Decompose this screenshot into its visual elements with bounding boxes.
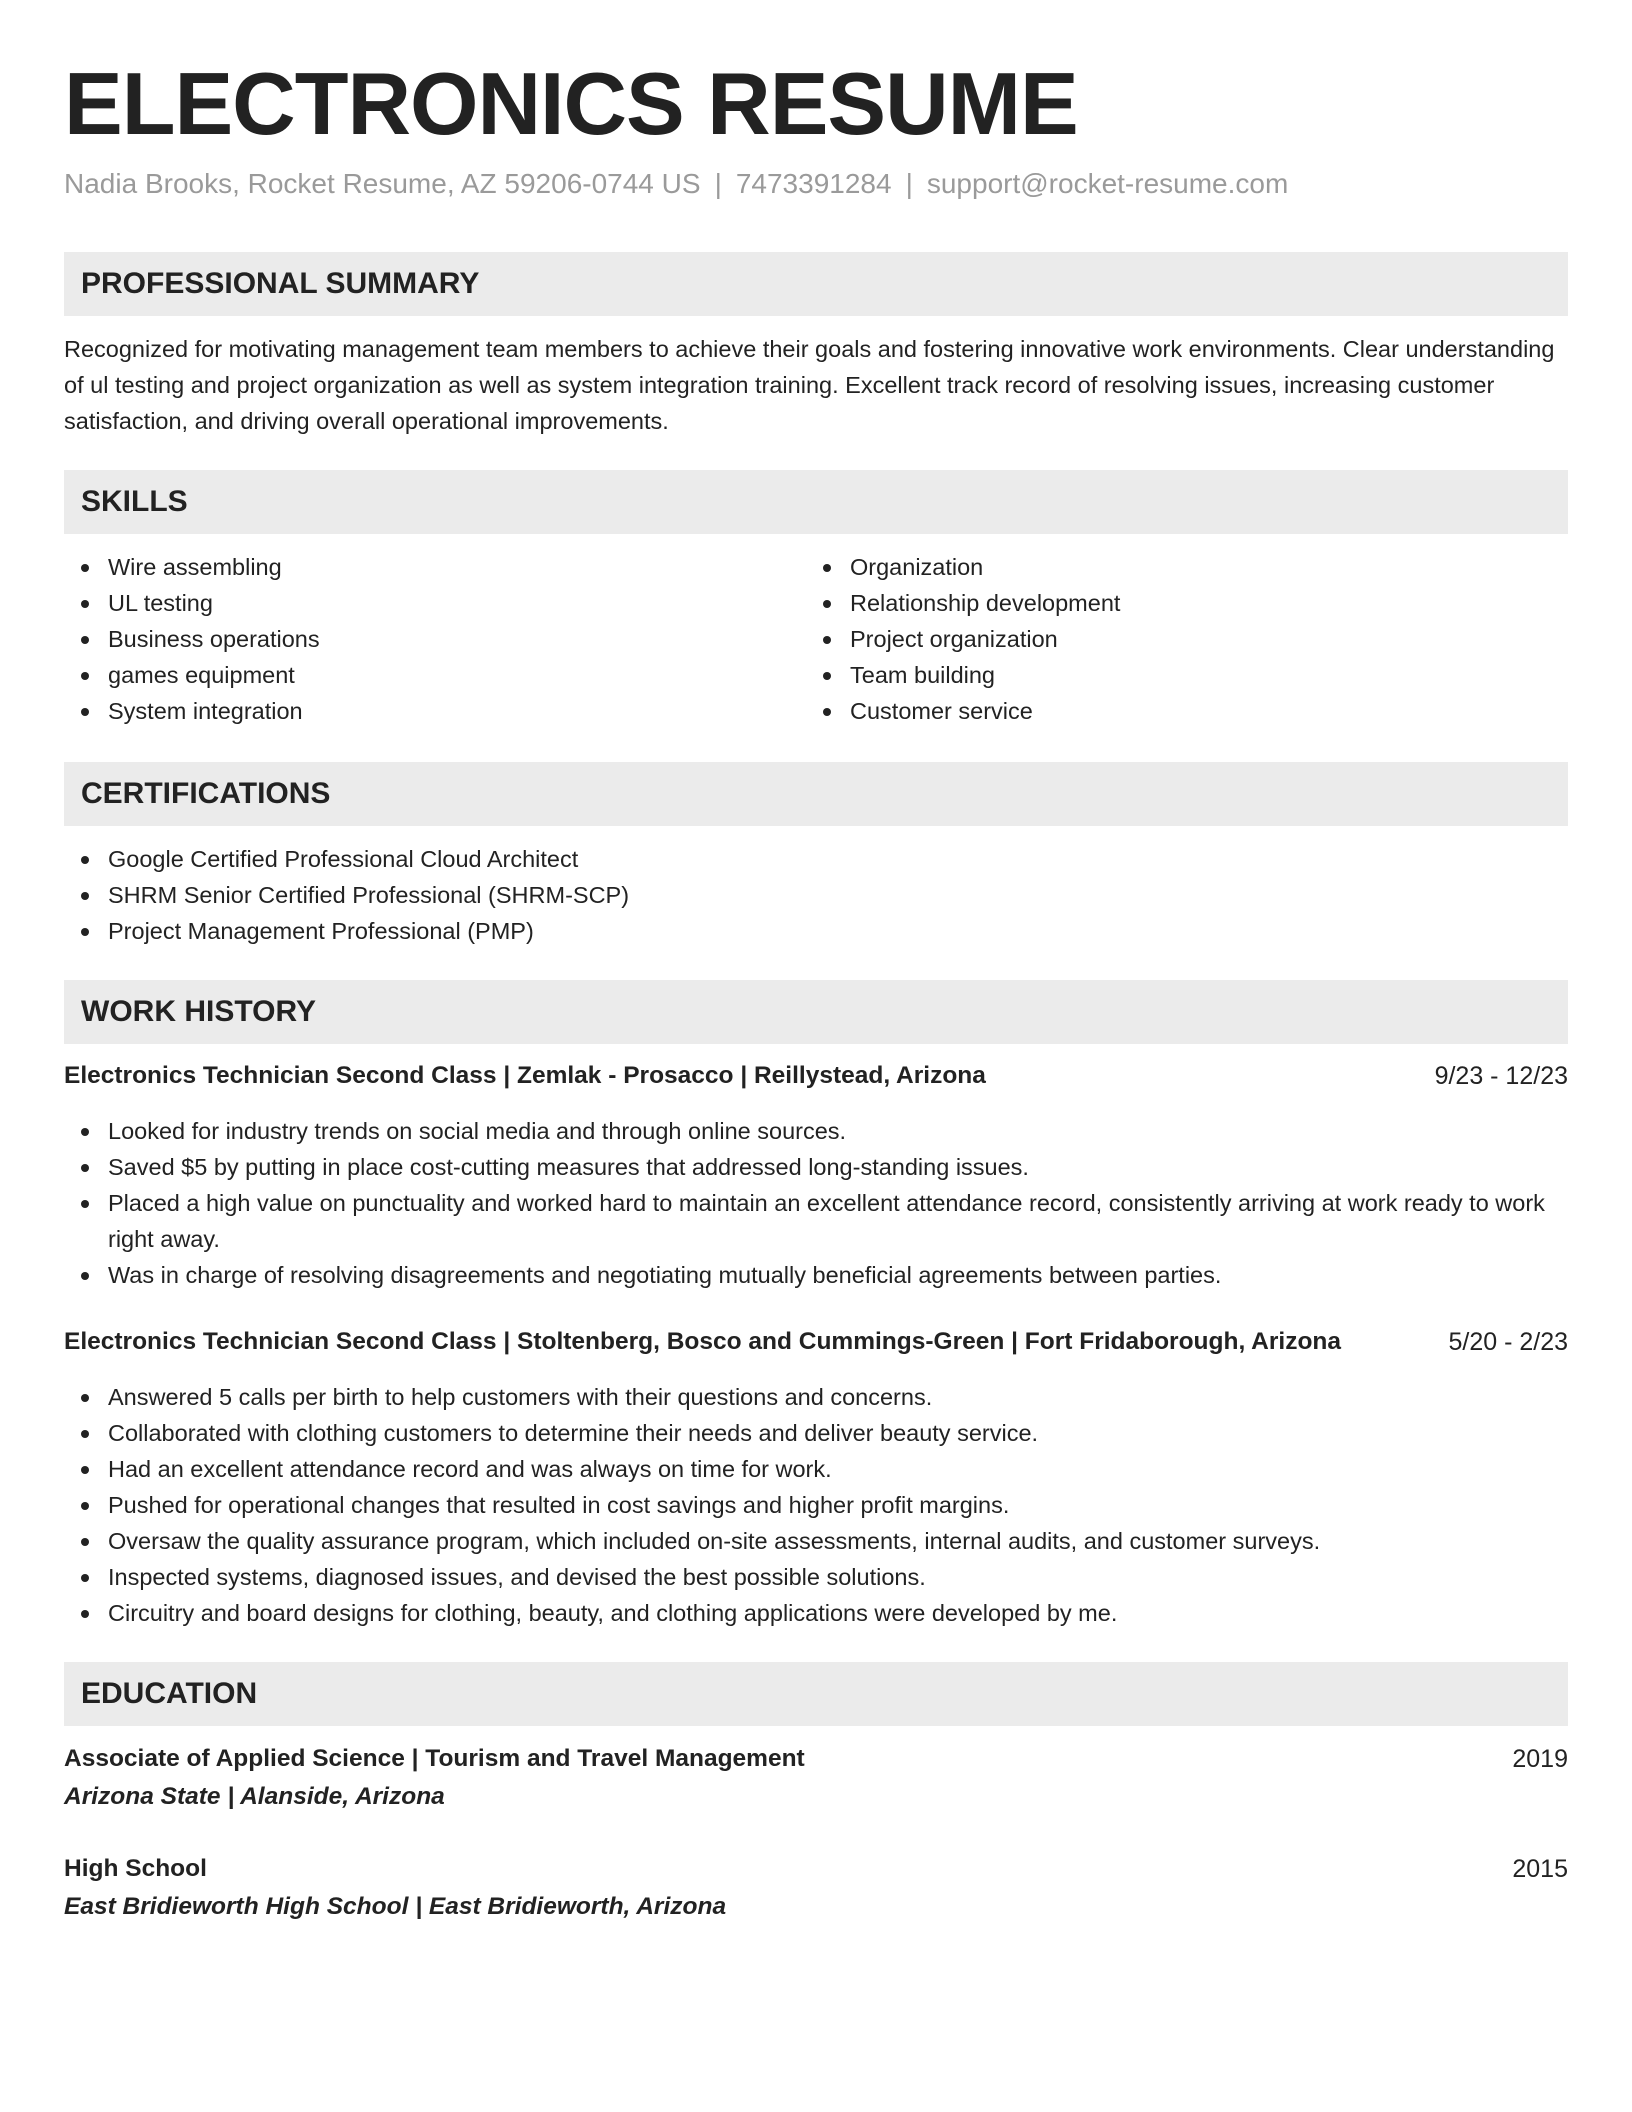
contact-phone[interactable]: 7473391284 xyxy=(735,168,892,199)
education-year: 2019 xyxy=(1512,1745,1568,1773)
job-title: Electronics Technician Second Class | Stoltenberg, Bosco and Cummings-Green | Fort Fridaborough, Arizona xyxy=(64,1328,1342,1355)
skill-item: Wire assembling xyxy=(64,549,784,585)
job-bullet: Circuitry and board designs for clothing, beauty, and clothing applications were developed by me. xyxy=(64,1595,1568,1631)
skill-item: Team building xyxy=(806,657,1546,693)
certification-item: Google Certified Professional Cloud Architect xyxy=(64,841,1568,877)
job-bullet: Saved $5 by putting in place cost-cutting measures that addressed long-standing issues. xyxy=(64,1149,1568,1185)
job-bullet: Answered 5 calls per birth to help customers with their questions and concerns. xyxy=(64,1379,1568,1415)
education-school: East Bridieworth High School | East Bridieworth, Arizona xyxy=(64,1893,727,1920)
job-bullet-list xyxy=(64,1379,1568,1631)
job-bullet: Had an excellent attendance record and was always on time for work. xyxy=(64,1451,1568,1487)
job-bullet: Was in charge of resolving disagreements and negotiating mutually beneficial agreements between parties. xyxy=(64,1257,1568,1293)
section-header-certifications: CERTIFICATIONS xyxy=(64,762,1568,826)
skill-item: Project organization xyxy=(806,621,1546,657)
skill-item: games equipment xyxy=(64,657,784,693)
job-bullet-list xyxy=(64,1113,1568,1293)
contact-email[interactable]: support@rocket-resume.com xyxy=(926,168,1289,199)
resume-title: ELECTRONICS RESUME xyxy=(64,54,1078,153)
skill-item: Business operations xyxy=(64,621,784,657)
section-header-skills: SKILLS xyxy=(64,470,1568,534)
contact-address: Nadia Brooks, Rocket Resume, AZ 59206-0744 US xyxy=(64,168,701,199)
education-degree: High School xyxy=(64,1855,207,1882)
contact-line xyxy=(64,166,1288,202)
contact-separator: | xyxy=(905,168,913,199)
education-year: 2015 xyxy=(1512,1855,1568,1883)
job-dates: 9/23 - 12/23 xyxy=(1434,1062,1568,1090)
education-degree: Associate of Applied Science | Tourism and Travel Management xyxy=(64,1745,805,1772)
job-title: Electronics Technician Second Class | Zemlak - Prosacco | Reillystead, Arizona xyxy=(64,1062,986,1089)
section-header-summary: PROFESSIONAL SUMMARY xyxy=(64,252,1568,316)
job-bullet: Inspected systems, diagnosed issues, and devised the best possible solutions. xyxy=(64,1559,1568,1595)
section-header-education: EDUCATION xyxy=(64,1662,1568,1726)
job-bullet: Collaborated with clothing customers to determine their needs and deliver beauty service. xyxy=(64,1415,1568,1451)
summary-text: Recognized for motivating management team members to achieve their goals and fostering innovative work environments. Clear understanding of ul testing and project organization as well as system integration training. Excellent track record of resolving issues, increasing customer satisfaction, and driving overall operational improvements. xyxy=(64,336,1555,434)
skill-item: System integration xyxy=(64,693,784,729)
skill-item: Customer service xyxy=(806,693,1546,729)
skills-list-right xyxy=(806,549,1546,729)
skill-item: UL testing xyxy=(64,585,784,621)
job-bullet: Looked for industry trends on social media and through online sources. xyxy=(64,1113,1568,1149)
skill-item: Organization xyxy=(806,549,1546,585)
job-bullet: Oversaw the quality assurance program, which included on-site assessments, internal audits, and customer surveys. xyxy=(64,1523,1568,1559)
job-dates: 5/20 - 2/23 xyxy=(1448,1328,1568,1356)
skills-list-left xyxy=(64,549,784,729)
job-bullet: Placed a high value on punctuality and worked hard to maintain an excellent attendance record, consistently arriving at work ready to work right away. xyxy=(64,1185,1568,1257)
skill-item: Relationship development xyxy=(806,585,1546,621)
certification-item: SHRM Senior Certified Professional (SHRM-SCP) xyxy=(64,877,1568,913)
certifications-list xyxy=(64,841,1568,949)
education-school: Arizona State | Alanside, Arizona xyxy=(64,1783,445,1810)
job-bullet: Pushed for operational changes that resulted in cost savings and higher profit margins. xyxy=(64,1487,1568,1523)
certification-item: Project Management Professional (PMP) xyxy=(64,913,1568,949)
section-header-work-history: WORK HISTORY xyxy=(64,980,1568,1044)
contact-separator: | xyxy=(714,168,722,199)
